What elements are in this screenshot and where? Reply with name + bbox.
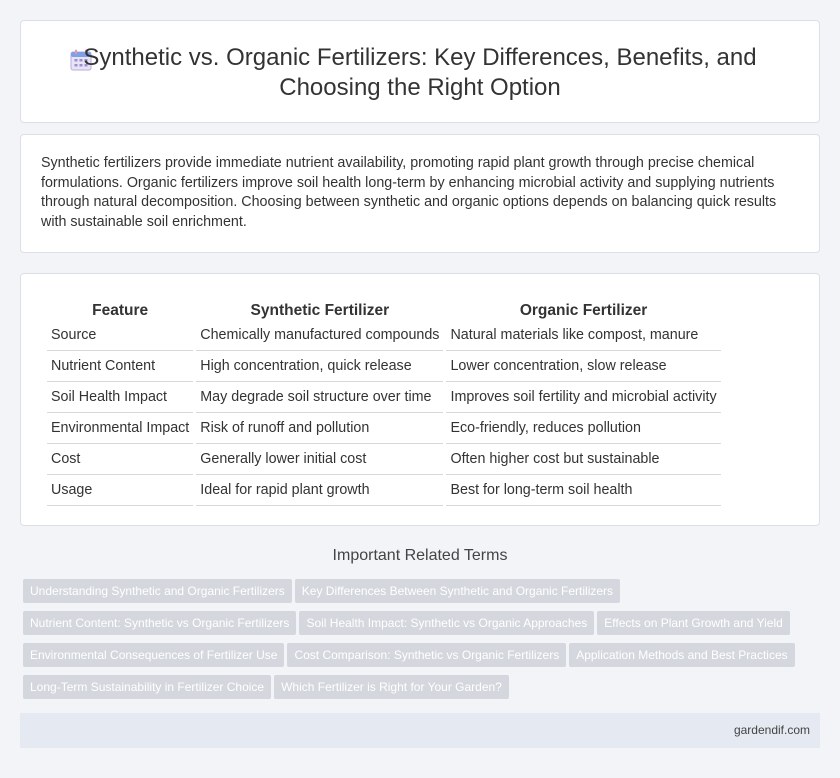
footer-bar	[20, 713, 820, 748]
page-title: Synthetic vs. Organic Fertilizers: Key Differences, Benefits, and Choosing the Right Option	[83, 44, 757, 101]
table-cell: Usage	[47, 475, 193, 506]
related-term-tag[interactable]: Environmental Consequences of Fertilizer Use	[23, 643, 284, 667]
table-row	[47, 351, 721, 382]
table-cell: Lower concentration, slow release	[446, 351, 720, 382]
table-cell: Often higher cost but sustainable	[446, 444, 720, 475]
table-cell: Best for long-term soil health	[446, 475, 720, 506]
column-header: Synthetic Fertilizer	[250, 302, 390, 319]
related-term-tag[interactable]: Long-Term Sustainability in Fertilizer Choice	[23, 675, 271, 699]
table-cell: May degrade soil structure over time	[196, 382, 443, 413]
table-cell: Risk of runoff and pollution	[196, 413, 443, 444]
table-row	[47, 444, 721, 475]
table-cell: Improves soil fertility and microbial activity	[446, 382, 720, 413]
table-row	[47, 413, 721, 444]
related-term-tag[interactable]: Cost Comparison: Synthetic vs Organic Fertilizers	[287, 643, 566, 667]
related-term-tag[interactable]: Key Differences Between Synthetic and Organic Fertilizers	[295, 579, 620, 603]
table-row	[47, 475, 721, 506]
table-cell: Chemically manufactured compounds	[196, 320, 443, 351]
table-cell: Cost	[47, 444, 193, 475]
related-terms-list	[23, 579, 823, 707]
related-term-tag[interactable]: Application Methods and Best Practices	[569, 643, 794, 667]
column-header: Feature	[92, 302, 149, 319]
table-cell: Source	[47, 320, 193, 351]
related-term-tag[interactable]: Soil Health Impact: Synthetic vs Organic Approaches	[299, 611, 594, 635]
footer-site-link[interactable]: gardendif.com	[733, 723, 810, 737]
related-term-tag[interactable]: Which Fertilizer is Right for Your Garden?	[274, 675, 509, 699]
table-cell: Environmental Impact	[47, 413, 193, 444]
title-card	[20, 20, 820, 123]
related-term-tag[interactable]: Understanding Synthetic and Organic Fertilizers	[23, 579, 292, 603]
table-cell: Nutrient Content	[47, 351, 193, 382]
table-cell: Natural materials like compost, manure	[446, 320, 720, 351]
comparison-table	[44, 296, 724, 506]
table-cell: High concentration, quick release	[196, 351, 443, 382]
column-header: Organic Fertilizer	[519, 302, 648, 319]
table-cell: Generally lower initial cost	[196, 444, 443, 475]
table-cell: Soil Health Impact	[47, 382, 193, 413]
related-terms-heading: Important Related Terms	[332, 547, 508, 564]
table-cell: Ideal for rapid plant growth	[196, 475, 443, 506]
intro-paragraph: Synthetic fertilizers provide immediate nutrient availability, promoting rapid plant growth through precise chemical formulations. Organic fertilizers improve soil health long-term by enhancing microbial activity and supplying nutrients through natural decomposition. Choosing between synthetic and organic options depends on balancing quick results with sustainable soil enrichment.	[41, 155, 777, 230]
related-term-tag[interactable]: Effects on Plant Growth and Yield	[597, 611, 790, 635]
table-row	[47, 382, 721, 413]
comparison-table-card	[20, 273, 820, 526]
table-cell: Eco-friendly, reduces pollution	[446, 413, 720, 444]
table-row	[47, 320, 721, 351]
intro-card	[20, 134, 820, 253]
related-term-tag[interactable]: Nutrient Content: Synthetic vs Organic Fertilizers	[23, 611, 296, 635]
table-header-row	[47, 296, 721, 320]
